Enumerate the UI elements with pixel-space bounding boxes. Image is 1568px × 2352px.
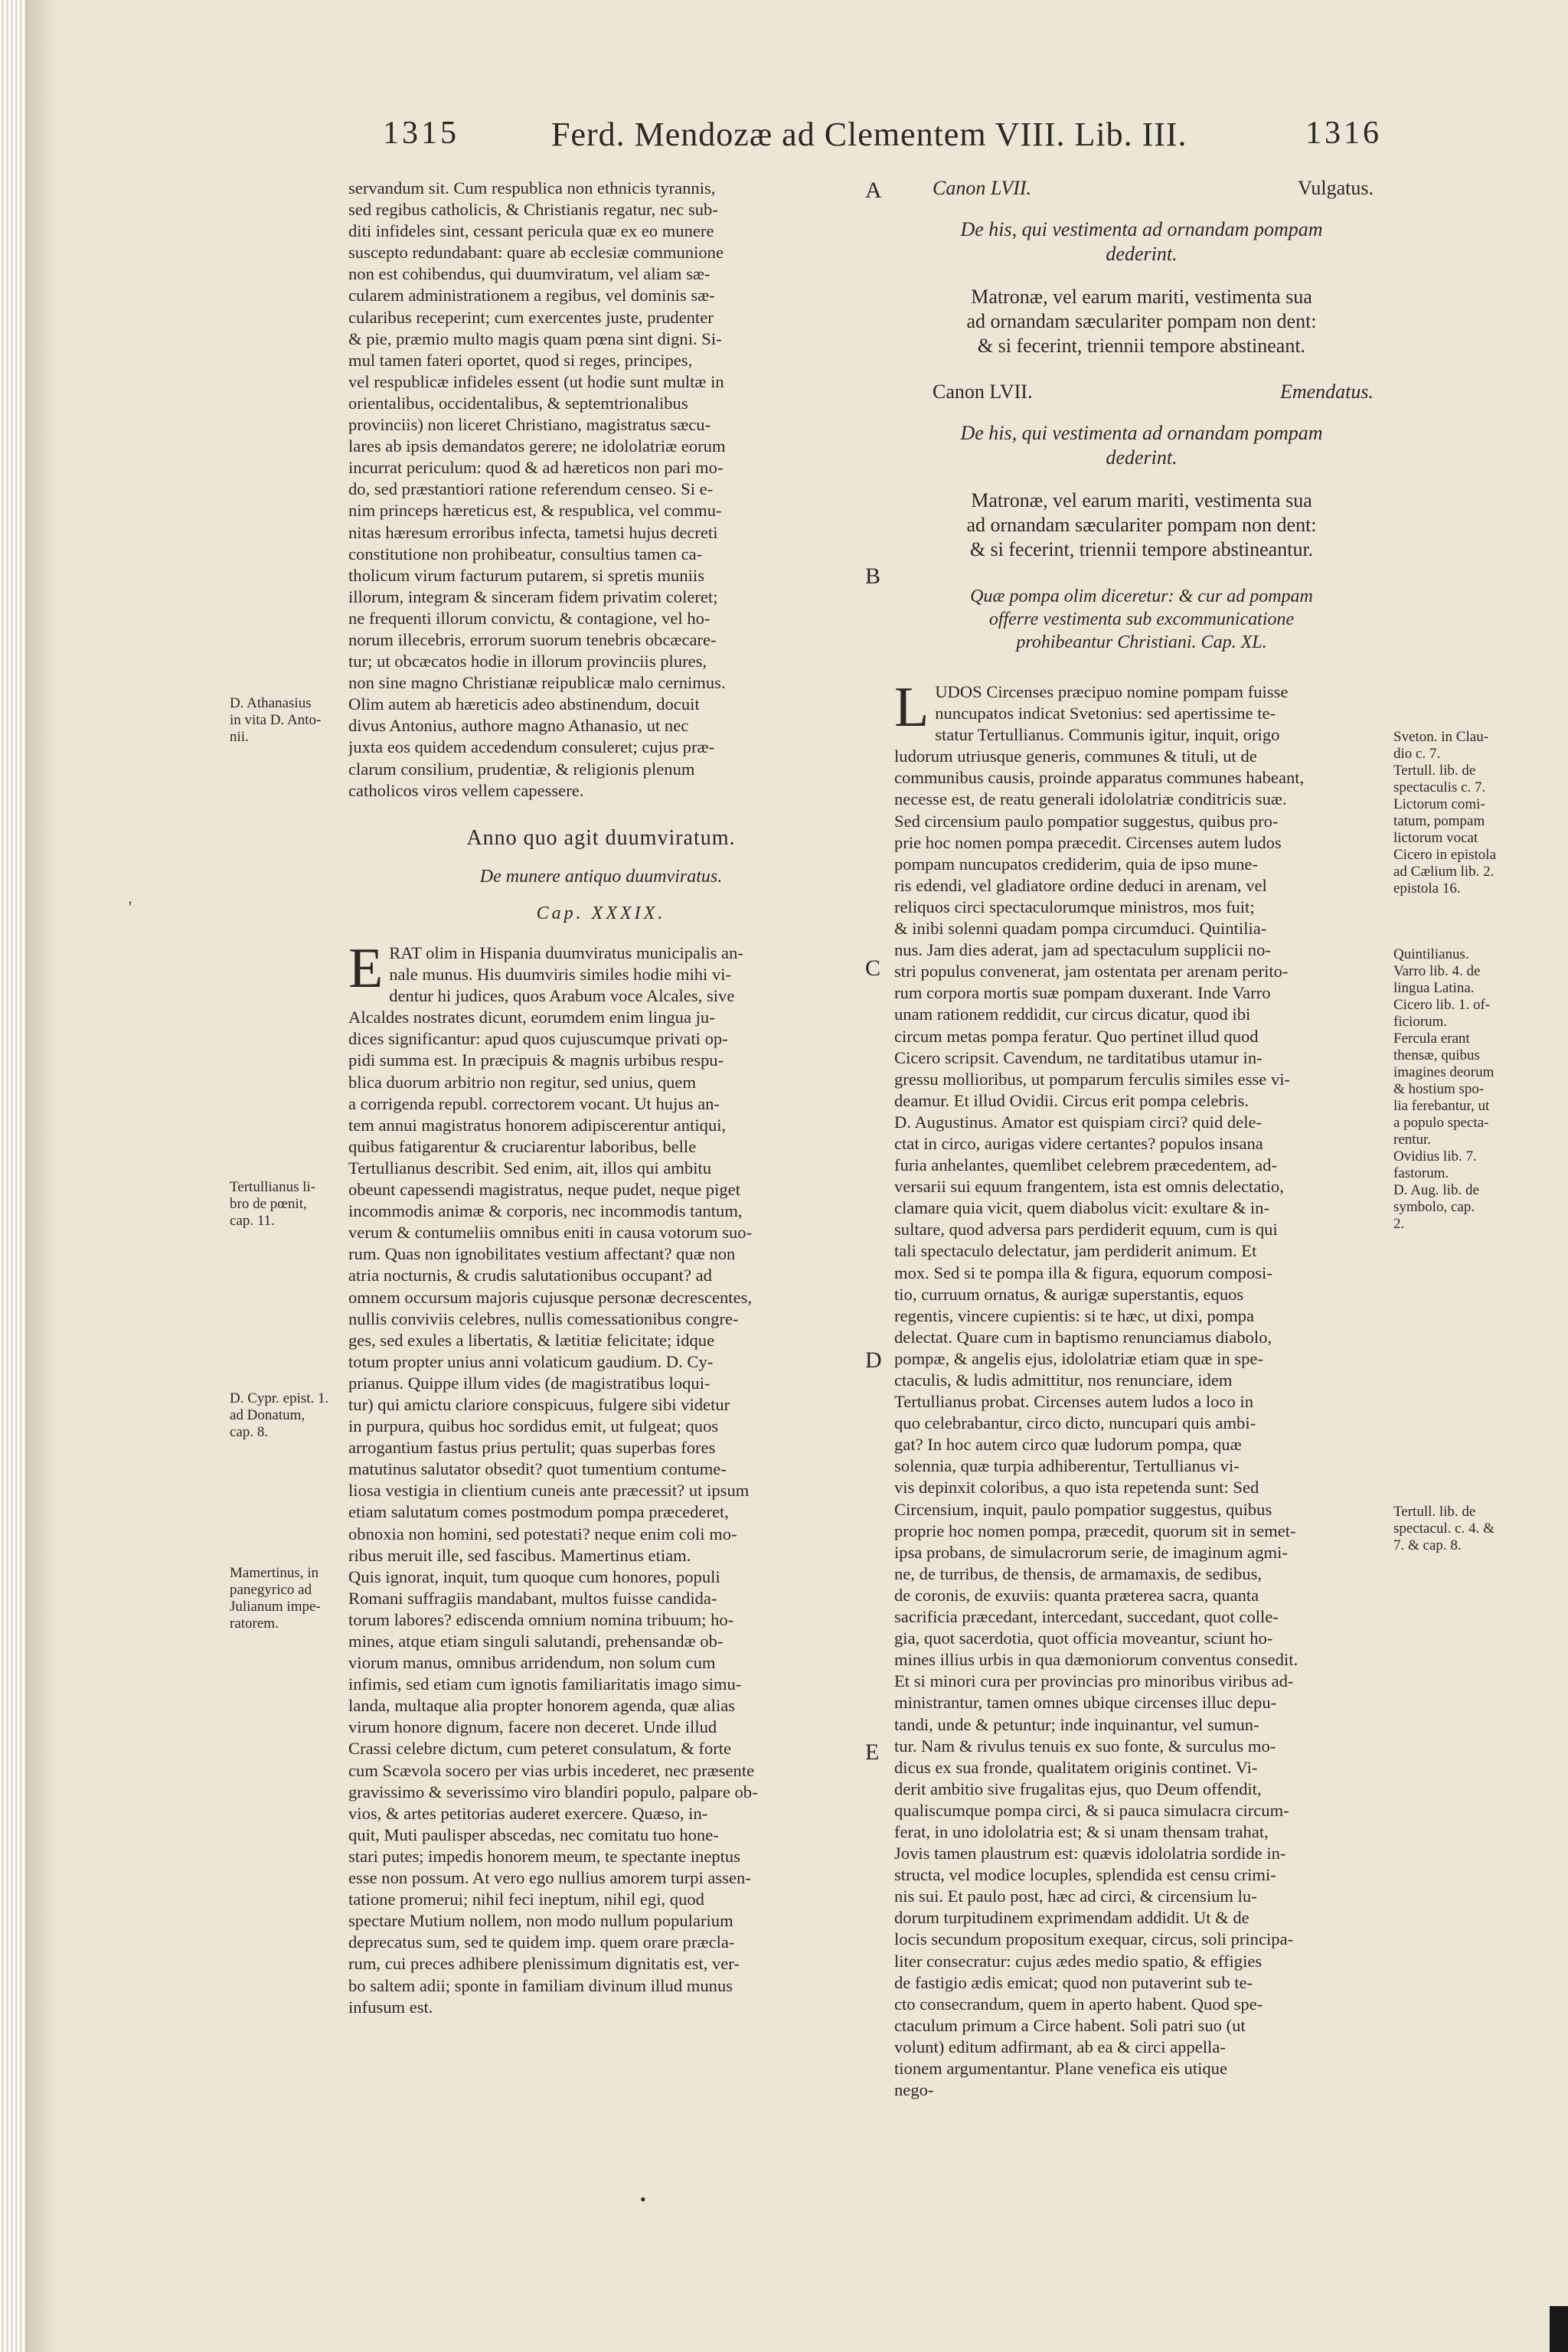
text-line: Quis ignorat, inquit, tum quoque cum honores, populi: [348, 1566, 720, 1586]
margin-note-line: fastorum.: [1393, 1165, 1449, 1181]
section-subtitle: De munere antiquo duumviratus.: [479, 866, 723, 887]
text-line: gressu mollioribus, ut pomparum ferculis similes esse vi-: [894, 1069, 1291, 1089]
canon-label: Canon LVII.: [933, 177, 1032, 199]
text-line: rum corpora mortis suæ pompam duxerant. Inde Varro: [894, 983, 1271, 1003]
margin-note-line: bro de pœnit,: [230, 1196, 307, 1212]
text-line: Jovis tamen plaustrum est: quævis idololatria sordide in-: [894, 1844, 1286, 1864]
text-line: quo celebrabantur, circo dicto, nuncupari quis ambi-: [894, 1413, 1256, 1433]
text-line: sultare, quod adversa pars perdiderit equum, cum is qui: [894, 1220, 1278, 1240]
text-line: locis secundum propositum exequar, circus, soli principa-: [894, 1929, 1294, 1949]
margin-note-line: nii.: [230, 729, 249, 745]
margin-note-line: rentur.: [1393, 1132, 1432, 1148]
text-line: & inibi solenni quadam pompa circumduci. Quintilia-: [894, 919, 1267, 939]
text-line: dicus ex sua fronde, qualitatem originis continet. Vi-: [894, 1757, 1258, 1777]
text-line: ne frequenti illorum convictu, & contagione, vel ho-: [348, 608, 710, 628]
text-line: tur. Nam & rivulus tenuis ex suo fonte, & surculus mo-: [894, 1736, 1276, 1756]
text-line: mox. Sed si te pompa illa & figura, equorum composi-: [894, 1263, 1272, 1282]
text-line: servandum sit. Cum respublica non ethnicis tyrannis,: [348, 178, 716, 198]
text-line: ribus meruit ille, sed fascibus. Mamertinus etiam.: [348, 1545, 691, 1565]
text-line: obnoxia non homini, sed potestati? neque enim coli mo-: [348, 1524, 737, 1544]
page-header: [0, 115, 1568, 168]
text-line: stari putes; impedis honorem meum, te spectante ineptus: [348, 1846, 741, 1866]
text-line: vis depinxit coloribus, a quo ista repetenda sunt: Sed: [894, 1478, 1259, 1498]
canon-emendatus-heading: [894, 381, 1389, 415]
canon-emendatus-text: [894, 488, 1389, 562]
margin-note-cyprianus: [230, 1390, 352, 1441]
chapter-title-line: offerre vestimenta sub excommunicatione: [988, 609, 1295, 629]
text-line: prianus. Quippe illum vides (de magistratibus loqui-: [348, 1373, 710, 1393]
text-line: UDOS Circenses præcipuo nomine pompam fuisse: [935, 682, 1289, 701]
margin-note-line: D. Athanasius: [230, 695, 312, 711]
text-line: ministrantur, tamen omnes ubique circenses illuc depu-: [894, 1693, 1277, 1713]
margin-note-line: Sveton. in Clau-: [1393, 729, 1489, 745]
text-line: Romani suffragiis mandabant, multos fuisse candida-: [348, 1588, 717, 1608]
text-line: communibus causis, proinde apparatus communes habeant,: [894, 768, 1305, 788]
text-line: infimis, sed etiam cum ignotis familiaritatis imago simu-: [348, 1674, 742, 1694]
text-line: dices significantur: apud quos cujuscumque privati op-: [348, 1029, 728, 1049]
text-line: stri populus convenerat, jam ostentata per arenam perito-: [894, 962, 1289, 982]
text-line: spectare Mutium nollem, non modo nullum popularium: [348, 1911, 733, 1931]
text-line: lares ab ipsis demandatos gerere; ne idololatriæ eorum: [348, 436, 726, 456]
text-line: non est cohibendus, qui duumviratum, vel aliam sæ-: [348, 264, 710, 284]
margin-note-athanasius: [230, 695, 352, 746]
text-line: D. Augustinus. Amator est quispiam circi? quid dele-: [894, 1112, 1263, 1132]
text-line: quit, Muti paulisper abscedas, nec comitatu tuo hone-: [348, 1824, 719, 1844]
text-line: nullis conviviis celebres, nullis comessationibus congre-: [348, 1308, 739, 1328]
margin-note-line: lia ferebantur, ut: [1393, 1098, 1490, 1114]
text-line: cularem administrationem a regibus, vel dominis sæ-: [348, 286, 715, 305]
text-line: ludorum utriusque generis, communes & tituli, ut de: [894, 746, 1257, 766]
margin-note-line: Lictorum comi-: [1393, 796, 1485, 812]
text-line: tatione promerui; nihil feci ineptum, nihil egi, quod: [348, 1890, 704, 1909]
text-line: Tertullianus probat. Circenses autem ludos a loco in: [894, 1392, 1254, 1412]
text-line: sed regibus catholicis, & Christianis regatur, nec sub-: [348, 200, 718, 220]
text-line: incommodis animæ & corporis, nec incommodis tantum,: [348, 1201, 743, 1221]
margin-note-line: epistola 16.: [1393, 880, 1461, 897]
text-line: Olim autem ab hæreticis adeo abstinendum, docuit: [348, 694, 700, 714]
gutter-letter-d: D: [865, 1348, 882, 1373]
text-line: viorum manus, omnibus arridendum, non solum cum: [348, 1653, 716, 1673]
canon-text-line: Matronæ, vel earum mariti, vestimenta sua: [971, 286, 1312, 308]
chapter-40-text: [894, 676, 1389, 2101]
text-line: delectat. Quare cum in baptismo renunciamus diabolo,: [894, 1327, 1272, 1347]
canon-vulgatus-text: [894, 285, 1389, 358]
margin-note-line: lingua Latina.: [1393, 980, 1475, 996]
text-line: tali spectaculo delectatur, jam perdiderit animum. Et: [894, 1241, 1257, 1261]
text-line: do, sed præstantiori ratione referendum censeo. Si e-: [348, 479, 714, 499]
text-line: vios, & artes petitorias auderet exercere. Quæso, in-: [348, 1803, 708, 1823]
text-line: virum honore dignum, facere non deceret. Unde illud: [348, 1717, 717, 1737]
gutter-letter-e: E: [865, 1740, 880, 1765]
text-line: esse non possum. At vero ego nullius amorem turpi assen-: [348, 1868, 751, 1888]
canon-title-line: dederint.: [1106, 243, 1178, 265]
margin-note-line: D. Aug. lib. de: [1393, 1182, 1479, 1198]
text-line: gia, quot sacerdotia, quot officia moveantur, sciunt ho-: [894, 1628, 1273, 1648]
chapter-title-line: Quæ pompa olim diceretur: & cur ad pompam: [970, 586, 1313, 606]
gutter-letter-b: B: [865, 564, 881, 589]
text-line: clarum consilium, prudentiæ, & religionis plenum: [348, 759, 695, 779]
canon-text-line: ad ornandam sæculariter pompam non dent:: [966, 514, 1317, 536]
drop-cap-e: E: [348, 937, 384, 1000]
margin-note-line: Quintilianus.: [1393, 946, 1469, 962]
margin-note-tertullianus: [230, 1179, 352, 1230]
text-line: RAT olim in Hispania duumviratus municipalis an-: [389, 943, 743, 962]
text-line: prie hoc nomen pompa præcedit. Circenses autem ludos: [894, 832, 1282, 852]
margin-note-line: Ovidius lib. 7.: [1393, 1148, 1477, 1165]
text-line: de fastigio ædis emicat; quod non putaverint sub te-: [894, 1972, 1253, 1992]
text-line: proprie hoc nomen pompa, præcedit, quorum sit in semet-: [894, 1521, 1296, 1540]
text-line: landa, multaque alia propter honorem agenda, quæ alias: [348, 1696, 736, 1716]
text-line: nitas hæresum erroribus infecta, tametsi hujus decreti: [348, 522, 718, 542]
canon-title-line: dederint.: [1106, 446, 1178, 469]
text-line: nis sui. Et paulo post, hæc ad circi, & circensium lu-: [894, 1886, 1257, 1906]
text-line: tandi, unde & petuntur; inde inquinantur, vel sumun-: [894, 1714, 1259, 1734]
text-line: suscepto redundabant: quare ab ecclesiæ communione: [348, 243, 724, 263]
margin-note-line: Julianum impe-: [230, 1599, 321, 1615]
text-line: pompæ, & angelis ejus, idololatriæ etiam quæ in spe-: [894, 1348, 1263, 1368]
margin-note-line: dio c. 7.: [1393, 746, 1441, 762]
margin-note-quintilianus: [1393, 946, 1547, 1233]
canon-text-line: & si fecerint, triennii tempore abstineant.: [977, 335, 1306, 357]
margin-note-line: tatum, pompam: [1393, 813, 1485, 829]
margin-note-line: cap. 8.: [230, 1424, 269, 1440]
text-line: & pie, præmio multo magis quam pœna sint digni. Si-: [348, 328, 722, 348]
text-line: ne, de turribus, de thensis, de armamaxis, de sedibus,: [894, 1563, 1263, 1583]
text-line: gravissimo & severissimo viro blandiri populo, palpare ob-: [348, 1782, 758, 1802]
margin-note-line: panegyrico ad: [230, 1582, 312, 1598]
margin-note-line: symbolo, cap.: [1393, 1199, 1475, 1215]
text-line: ipsa probans, de simulacrorum serie, de imaginum agmi-: [894, 1542, 1288, 1562]
text-line: tur; ut obcæcatos hodie in illorum provinciis plures,: [348, 652, 707, 671]
margin-note-line: cap. 11.: [230, 1213, 275, 1229]
text-line: divus Antonius, authore magno Athanasio, ut nec: [348, 716, 689, 736]
text-line: versarii sui equum frangentem, ista est omnis delectatio,: [894, 1177, 1284, 1197]
text-line: dorum turpitudinem exprimendam addidit. Ut & de: [894, 1908, 1250, 1928]
page-edge: [0, 0, 27, 2352]
text-line: mul tamen fateri oportet, quod si reges, principes,: [348, 350, 693, 370]
text-line: tholicum virum facturum putarem, si spretis muniis: [348, 565, 704, 585]
text-line: torum labores? ediscenda omnium nomina tribuum; ho-: [348, 1609, 734, 1629]
margin-note-line: lictorum vocat: [1393, 830, 1478, 846]
gutter-letter-a: A: [865, 178, 882, 203]
text-line: furia anhelantes, quemlibet celebrem præcedentem, ad-: [894, 1155, 1277, 1175]
canon-title-line: De his, qui vestimenta ad ornandam pompam: [960, 422, 1323, 444]
ink-dot: •: [640, 2190, 646, 2209]
text-line: illorum, integram & sinceram fidem privatim coleret;: [348, 586, 718, 606]
margin-note-line: a populo specta-: [1393, 1115, 1489, 1131]
text-line: mines, atque etiam singuli salutandi, prehensandæ ob-: [348, 1632, 724, 1651]
text-line: ferat, in uno idololatria est; & si unam thensam trahat,: [894, 1821, 1269, 1841]
text-line: gat? In hoc autem circo quæ ludorum pompa, quæ: [894, 1435, 1242, 1455]
text-line: Sed circensium paulo pompatior suggestus, quibus pro-: [894, 811, 1279, 831]
text-line: ctaculum primum a Circe habent. Soli patri suo (ut: [894, 2015, 1246, 2035]
text-line: Et si minori cura per provincias pro minoribus viribus ad-: [894, 1671, 1294, 1691]
text-line: juxta eos quidem accedendum consuleret; cujus præ-: [348, 737, 715, 757]
text-line: ctaculis, & ludis admittitur, nos renunciare, idem: [894, 1370, 1233, 1390]
chapter-title-line: prohibeantur Christiani. Cap. XL.: [1016, 632, 1267, 652]
margin-note-line: & hostium spo-: [1393, 1081, 1485, 1097]
margin-note-line: Cicero in epistola: [1393, 847, 1497, 863]
canon-version: Emendatus.: [1279, 381, 1374, 403]
text-line: cularibus receperint; cum exercentes juste, prudenter: [348, 307, 714, 327]
text-line: deamur. Et illud Ovidii. Circus erit pompa celebris.: [894, 1090, 1250, 1110]
canon-version: Vulgatus.: [1298, 177, 1374, 199]
text-line: circum metas pompa feratur. Quo pertinet illud quod: [894, 1026, 1259, 1046]
text-line: Tertullianus describit. Sed enim, ait, illos qui ambitu: [348, 1158, 712, 1178]
text-line: ges, sed exules a libertatis, & lætitiæ felicitate; idque: [348, 1330, 715, 1350]
text-line: quibus fatigarentur & cruciarentur laboribus, belle: [348, 1136, 697, 1156]
text-line: tur) qui amictu clariore conspicuus, fulgere sibi videtur: [348, 1394, 730, 1414]
section-title-duumviratus: Anno quo agit duumviratum.: [466, 825, 736, 850]
page-number-left: 1315: [383, 116, 459, 151]
chapter-heading-40: [894, 585, 1389, 654]
margin-note-tertull: [1393, 1504, 1547, 1554]
text-line: nim princeps hæreticus est, & respublica, vel commu-: [348, 501, 722, 521]
text-line: diti infideles sint, cessant pericula quæ ex eo munere: [348, 221, 714, 241]
text-line: nus. Jam dies aderat, jam ad spectaculum supplicii no-: [894, 940, 1271, 960]
running-head: Ferd. Mendozæ ad Clementem VIII. Lib. III.: [551, 116, 1187, 153]
text-line: omnem occursum majoris cujusque personæ decrescentes,: [348, 1287, 753, 1307]
text-line: provinciis) non liceret Christiano, magistratus sæcu-: [348, 415, 711, 435]
margin-note-line: Mamertinus, in: [230, 1565, 319, 1581]
text-line: regentis, vincere cupientis: si te hæc, ut dixi, pompa: [894, 1305, 1254, 1325]
text-line: nale munus. His duumviris similes hodie mihi vi-: [389, 965, 732, 985]
text-line: volunt) editum adfirmant, ab ea & circi appella-: [894, 2037, 1226, 2056]
text-line: totum propter unius anni volaticum gaudium. D. Cy-: [348, 1351, 714, 1371]
margin-note-line: Tertullianus li-: [230, 1179, 316, 1195]
margin-note-line: Varro lib. 4. de: [1393, 963, 1481, 979]
margin-note-line: in vita D. Anto-: [230, 712, 322, 728]
text-line: matutinus salutator obsedit? quot tumentium contume-: [348, 1459, 727, 1479]
canon-emendatus-title: [894, 421, 1389, 470]
text-line: statur Tertullianus. Communis igitur, inquit, origo: [935, 725, 1280, 745]
canon-vulgatus-title: [894, 217, 1389, 266]
text-line: unam rationem reddidit, cur circus dicatur, quod ibi: [894, 1004, 1251, 1024]
margin-note-line: ficiorum.: [1393, 1014, 1448, 1030]
text-line: tionem argumentantur. Plane venefica eis utique: [894, 2059, 1228, 2078]
drop-cap-l: L: [894, 676, 929, 739]
text-line: non sine magno Christianæ reipublicæ malo cernimus.: [348, 673, 726, 693]
margin-tick: ': [129, 897, 132, 916]
text-line: Crassi celebre dictum, cum peteret consulatum, & forte: [348, 1739, 732, 1759]
page-number-right: 1316: [1305, 116, 1382, 151]
spine-shadow: [26, 0, 57, 2352]
left-column: [348, 178, 854, 2018]
margin-note-line: Tertull. lib. de: [1393, 1504, 1476, 1520]
text-line: tem annui magistratus honorem adipiscerentur antiqui,: [348, 1115, 727, 1135]
chapter-heading-39: Cap. XXXIX.: [536, 903, 666, 923]
text-line: dentur hi judices, quos Arabum voce Alcales, sive: [389, 986, 735, 1006]
margin-note-mamertinus: [230, 1565, 352, 1632]
text-line: rum, cui preces adhibere plenissimum dignitatis est, ver-: [348, 1954, 740, 1974]
canon-title-line: De his, qui vestimenta ad ornandam pompam: [960, 218, 1323, 240]
text-line: catholicos viros vellem capessere.: [348, 780, 584, 800]
left-opening-paragraph: [348, 178, 854, 802]
text-line: infusum est.: [348, 1997, 433, 2017]
text-line: reliquos circi spectaculorumque ministros, mos fuit;: [894, 897, 1255, 916]
text-line: norum illecebris, errorum suorum tenebris obcæcare-: [348, 629, 717, 649]
margin-note-line: Tertull. lib. de: [1393, 763, 1476, 779]
text-line: sacrificia præcedant, intercedant, succedant, quot colle-: [894, 1607, 1279, 1627]
text-line: structa, vel modice locuples, splendida est censu crimi-: [894, 1865, 1276, 1885]
text-line: arrogantium fastus prius pertulit; quas superbas fores: [348, 1438, 716, 1458]
text-line: verum & contumeliis omnibus eniti in causa votorum suo-: [348, 1223, 753, 1243]
text-line: ctat in circo, aurigas videre certantes? populos insana: [894, 1133, 1263, 1153]
text-line: incurrat periculum: quod & ad hæreticos non pari mo-: [348, 458, 724, 478]
canon-text-line: Matronæ, vel earum mariti, vestimenta sua: [971, 489, 1312, 511]
text-line: derit ambitio sive frugalitas ejus, quo Deum offendit,: [894, 1779, 1262, 1798]
text-line: liosa vestigia in clientium cuneis ante præcessit? ut ipsum: [348, 1481, 750, 1501]
scan-corner: [1550, 2306, 1568, 2352]
text-line: bo saltem adii; sponte in familiam divinum illud munus: [348, 1975, 733, 1995]
text-line: in purpura, quibus hoc sordidus emit, ut fulgeat; quos: [348, 1416, 719, 1436]
text-line: solennia, quæ turpia adhiberentur, Tertullianus vi-: [894, 1456, 1240, 1476]
text-line: rum. Quas non ignobilitates vestium affectant? quæ non: [348, 1244, 736, 1264]
canon-text-line: ad ornandam sæculariter pompam non dent:: [966, 310, 1317, 332]
text-line: vel respublicæ infideles essent (ut hodie sunt multæ in: [348, 371, 724, 391]
margin-note-line: spectaculis c. 7.: [1393, 779, 1486, 795]
text-line: tio, curruum ornatus, & aurigæ superstantis, equos: [894, 1284, 1244, 1304]
margin-note-line: spectacul. c. 4. &: [1393, 1521, 1494, 1537]
margin-note-line: 7. & cap. 8.: [1393, 1537, 1462, 1553]
text-line: constitutione non prohibeatur, consultius tamen ca-: [348, 544, 703, 564]
text-line: Circensium, inquit, paulo pompatior suggestus, quibus: [894, 1499, 1272, 1519]
canon-vulgatus-heading: [894, 178, 1389, 211]
chapter-39-text: [348, 937, 854, 2018]
text-line: nego-: [894, 2080, 934, 2100]
text-line: atria nocturnis, & crudis salutationibus occupant? ad: [348, 1266, 712, 1285]
margin-note-sveton: [1393, 729, 1547, 897]
gutter-letter-c: C: [865, 956, 881, 981]
canon-text-line: & si fecerint, triennii tempore abstineantur.: [969, 538, 1314, 560]
text-line: mines illius urbis in qua dæmoniorum conventus consedit.: [894, 1650, 1298, 1670]
text-line: etiam salutatum comes postmodum pompa præcederet,: [348, 1502, 729, 1522]
margin-note-line: ad Donatum,: [230, 1407, 305, 1423]
text-line: pidi summa est. In præcipuis & magnis urbibus respu-: [348, 1050, 724, 1070]
text-line: Alcaldes nostrates dicunt, eorumdem enim lingua ju-: [348, 1008, 715, 1027]
margin-note-line: imagines deorum: [1393, 1064, 1494, 1080]
margin-note-line: Cicero lib. 1. of-: [1393, 997, 1491, 1013]
text-line: a corrigenda republ. correctorem vocant. Ut hujus an-: [348, 1093, 720, 1113]
margin-note-line: thensæ, quibus: [1393, 1047, 1480, 1063]
text-line: cto consecrandum, quem in aperto habent. Quod spe-: [894, 1994, 1263, 2014]
margin-note-line: Fercula erant: [1393, 1031, 1470, 1047]
text-line: de coronis, de exuviis: quanta præterea sacra, quanta: [894, 1585, 1259, 1605]
text-line: orientalibus, occidentalibus, & septemtrionalibus: [348, 393, 688, 413]
canon-label: Canon LVII.: [933, 381, 1033, 403]
margin-note-line: 2.: [1393, 1216, 1405, 1232]
text-line: liter consecratur: cujus ædes medio spatio, & effigies: [894, 1951, 1263, 1971]
text-line: blica duorum arbitrio non regitur, sed unius, quem: [348, 1072, 697, 1092]
text-line: clamare quia vicit, quem diabolus vicit: exultare & in-: [894, 1198, 1270, 1218]
text-line: obeunt capessendi magistratus, neque pudet, neque piget: [348, 1180, 740, 1200]
text-line: cum Scævola socero per vias urbis incederet, nec præsente: [348, 1760, 755, 1780]
margin-note-line: D. Cypr. epist. 1.: [230, 1390, 329, 1406]
text-line: nuncupatos indicat Svetonius: sed apertissime te-: [935, 704, 1276, 724]
text-line: qualiscumque pompa circi, & si pauca simulacra circum-: [894, 1800, 1289, 1820]
text-line: necesse est, de reatu generali idololatriæ conditricis suæ.: [894, 789, 1287, 809]
right-column: [894, 178, 1389, 2101]
margin-note-line: ratorem.: [230, 1615, 279, 1632]
text-line: Cicero scripsit. Cavendum, ne tarditatibus utamur in-: [894, 1047, 1263, 1067]
margin-note-line: ad Cælium lib. 2.: [1393, 864, 1494, 880]
text-line: ris edendi, vel gladiatore ordine deduci in arenam, vel: [894, 875, 1267, 895]
text-line: deprecatus sum, sed te quidem imp. quem orare præcla-: [348, 1932, 735, 1952]
text-line: pompam nuncupatos crediderim, quia de ipso mune-: [894, 854, 1258, 874]
